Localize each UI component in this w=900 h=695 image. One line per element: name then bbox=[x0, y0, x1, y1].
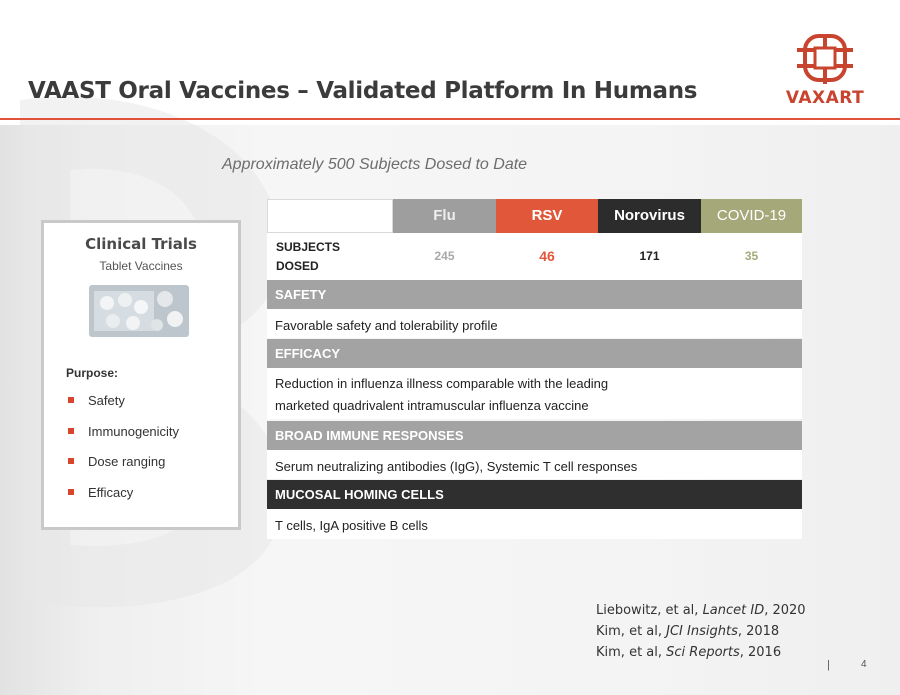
section-heading-mucosal: MUCOSAL HOMING CELLS bbox=[267, 480, 802, 509]
page-title: VAAST Oral Vaccines – Validated Platform In Humans bbox=[28, 78, 698, 104]
list-item: Immunogenicity bbox=[66, 424, 179, 455]
list-item: Safety bbox=[66, 393, 179, 424]
dose-value-norovirus: 171 bbox=[639, 249, 660, 263]
vaxart-logo bbox=[775, 30, 875, 110]
header-flu: Flu bbox=[393, 199, 496, 233]
dose-value-flu: 245 bbox=[434, 249, 455, 263]
section-body-mucosal: T cells, IgA positive B cells bbox=[267, 509, 802, 539]
subjects-dosed-row bbox=[267, 233, 802, 280]
reference-item: Liebowitz, et al, Lancet ID, 2020 bbox=[596, 603, 806, 618]
logo-wordmark: VAXART bbox=[785, 88, 865, 108]
reference-item: Kim, et al, Sci Reports, 2016 bbox=[596, 645, 782, 660]
clinical-trials-card bbox=[41, 220, 241, 530]
section-heading-efficacy: EFFICACY bbox=[267, 339, 802, 368]
globe-logo-icon bbox=[775, 30, 875, 88]
tablet-pills-image bbox=[89, 285, 189, 337]
dose-value-rsv: 46 bbox=[539, 248, 555, 264]
page-separator: | bbox=[827, 659, 830, 671]
header-blank-cell bbox=[267, 199, 393, 233]
bullet-icon bbox=[68, 458, 74, 464]
section-heading-safety: SAFETY bbox=[267, 280, 802, 309]
header-rsv: RSV bbox=[496, 199, 598, 233]
bullet-icon bbox=[68, 489, 74, 495]
purpose-list bbox=[66, 393, 179, 515]
section-body-immune: Serum neutralizing antibodies (IgG), Systemic T cell responses bbox=[267, 450, 802, 479]
card-title: Clinical Trials bbox=[85, 235, 197, 253]
bullet-icon bbox=[68, 397, 74, 403]
title-divider bbox=[0, 118, 900, 120]
list-item: Efficacy bbox=[66, 485, 179, 516]
card-subtitle: Tablet Vaccines bbox=[99, 259, 183, 273]
section-body-safety: Favorable safety and tolerability profile bbox=[267, 309, 802, 338]
subtitle: Approximately 500 Subjects Dosed to Date bbox=[222, 156, 528, 173]
subjects-dosed-label: SUBJECTS DOSED bbox=[276, 240, 341, 273]
section-body-efficacy: Reduction in influenza illness comparable with the leading marketed quadrivalent intramuscular influenza vaccine bbox=[267, 368, 802, 419]
header-covid-19: COVID-19 bbox=[701, 199, 802, 233]
list-item: Dose ranging bbox=[66, 454, 179, 485]
header-norovirus: Norovirus bbox=[598, 199, 701, 233]
reference-item: Kim, et al, JCI Insights, 2018 bbox=[596, 624, 780, 639]
bullet-icon bbox=[68, 428, 74, 434]
dose-value-covid-19: 35 bbox=[744, 249, 759, 263]
table-header-row bbox=[267, 199, 802, 233]
references bbox=[596, 600, 806, 663]
section-heading-immune: BROAD IMMUNE RESPONSES bbox=[267, 421, 802, 450]
purpose-label: Purpose: bbox=[66, 366, 119, 380]
page-number: 4 bbox=[861, 659, 867, 670]
